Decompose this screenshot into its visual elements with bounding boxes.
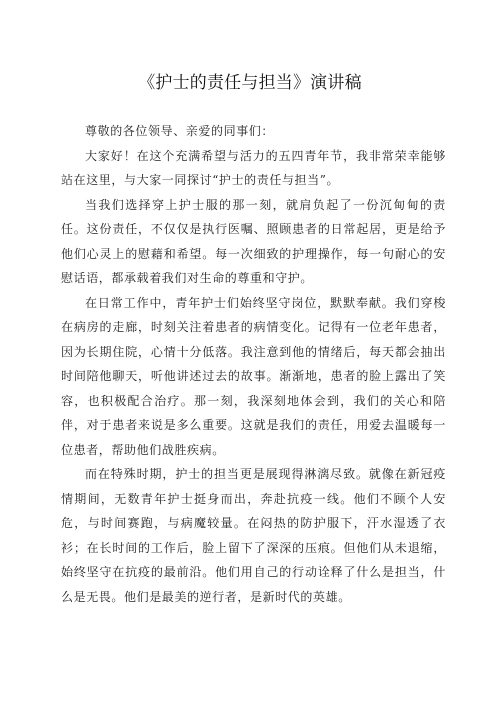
daily-work-paragraph: 在日常工作中，青年护士们始终坚守岗位，默默奉献。我们穿梭在病房的走廊，时刻关注着患者的病情变化。记得有一位老年患者，因为长期住院，心情十分低落。我注意到他的情绪后，每天都会抽出时间陪他聊天，听他讲述过去的故事。渐渐地，患者的脸上露出了笑容，也积极配合治疗。那一刻，我深刻地体会到，我们的关心和陪伴，对于患者来说是多么重要。这就是我们的责任，用爱去温暖每一位患者，帮助他们战胜疾病。: [61, 295, 446, 457]
document-title: 《护士的责任与担当》演讲稿: [138, 73, 362, 93]
greeting-paragraph: 大家好！在这个充满希望与活力的五四青年节，我非常荣幸能够站在这里，与大家一同探讨“护士的责任与担当”。: [61, 148, 446, 187]
special-period-paragraph: 而在特殊时期，护士的担当更是展现得淋漓尽致。就像在新冠疫情期间，无数青年护士挺身而出，奔赴抗疫一线。他们不顾个人安危，与时间赛跑，与病魔较量。在闷热的防护服下，汗水湿透了衣衫；在长时间的工作后，脸上留下了深深的压痕。但他们从未退缩，始终坚守在抗疫的最前沿。他们用自己的行动诠释了什么是担当，什么是无畏。他们是最美的逆行者，是新时代的英雄。: [61, 467, 446, 604]
salutation-paragraph: 尊敬的各位领导、亲爱的同事们：: [85, 124, 275, 138]
document-body: [61, 119, 446, 609]
responsibility-paragraph: 当我们选择穿上护士服的那一刻，就肩负起了一份沉甸甸的责任。这份责任，不仅仅是执行医嘱、照顾患者的日常起居，更是给予他们心灵上的慰藉和希望。每一次细致的护理操作，每一句耐心的安慰话语，都承载着我们对生命的尊重和守护。: [61, 197, 446, 285]
